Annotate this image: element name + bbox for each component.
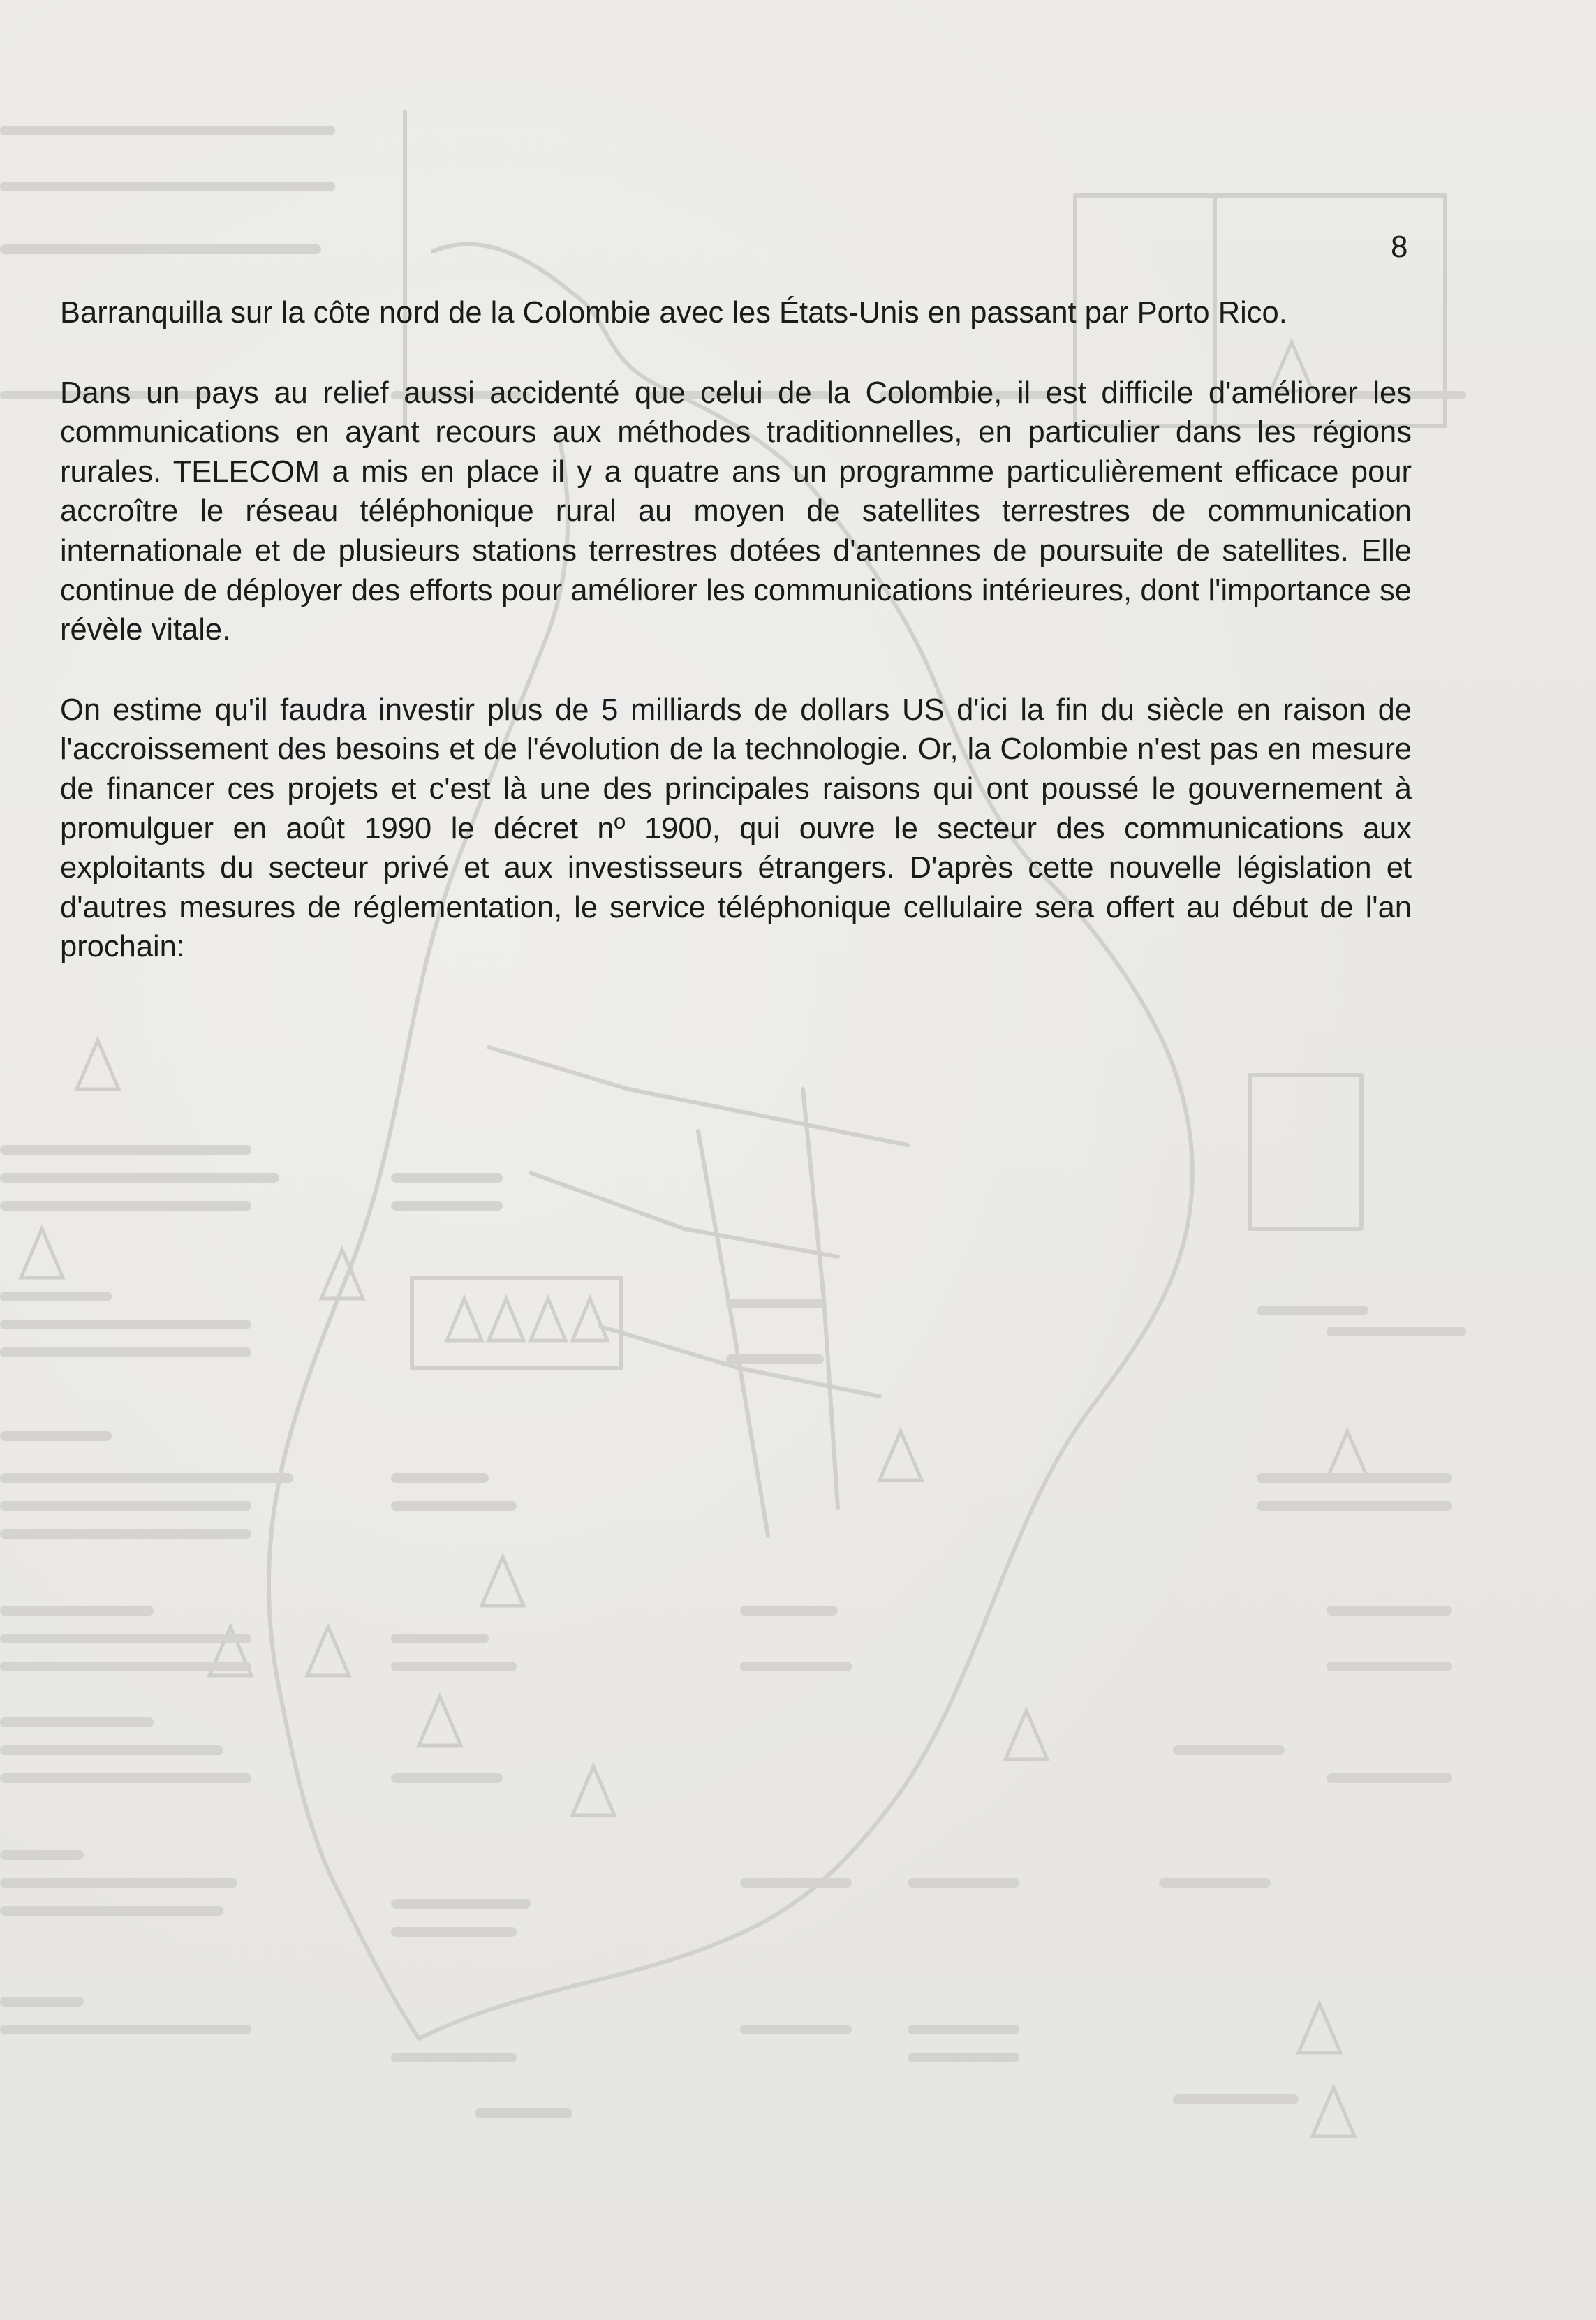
paragraph-3: On estime qu'il faudra investir plus de 5 milliards de dollars US d'ici la fin du siècle en raison de l'accroissement des besoins et de l'évolution de la technologie. Or, la Colombie n'est pas en mesure de financer ces projets et c'est là une des principales raisons qui ont poussé le gouvernement à promulguer en août 1990 le décret nº 1900, qui ouvre le secteur des communications aux exploitants du secteur privé et aux investisseurs étrangers. D'après cette nouvelle législation et d'autres mesures de réglementation, le service téléphonique cellulaire sera offert au début de l'an prochain: <box>60 693 1412 964</box>
paragraph-1: Barranquilla sur la côte nord de la Colombie avec les États-Unis en passant par Porto Rico. <box>60 296 1287 330</box>
body-text <box>60 293 1412 967</box>
page-number: 8 <box>1391 230 1408 264</box>
paragraph-2: Dans un pays au relief aussi accidenté que celui de la Colombie, il est difficile d'améliorer les communications en ayant recours aux méthodes traditionnelles, en particulier dans les régions rurales. TELECOM a mis en place il y a quatre ans un programme particulièrement efficace pour accroître le réseau téléphonique rural au moyen de satellites terrestres de communication internationale et de plusieurs stations terrestres dotées d'antennes de poursuite de satellites. Elle continue de déployer des efforts pour améliorer les communications intérieures, dont l'importance se révèle vitale. <box>60 376 1412 647</box>
